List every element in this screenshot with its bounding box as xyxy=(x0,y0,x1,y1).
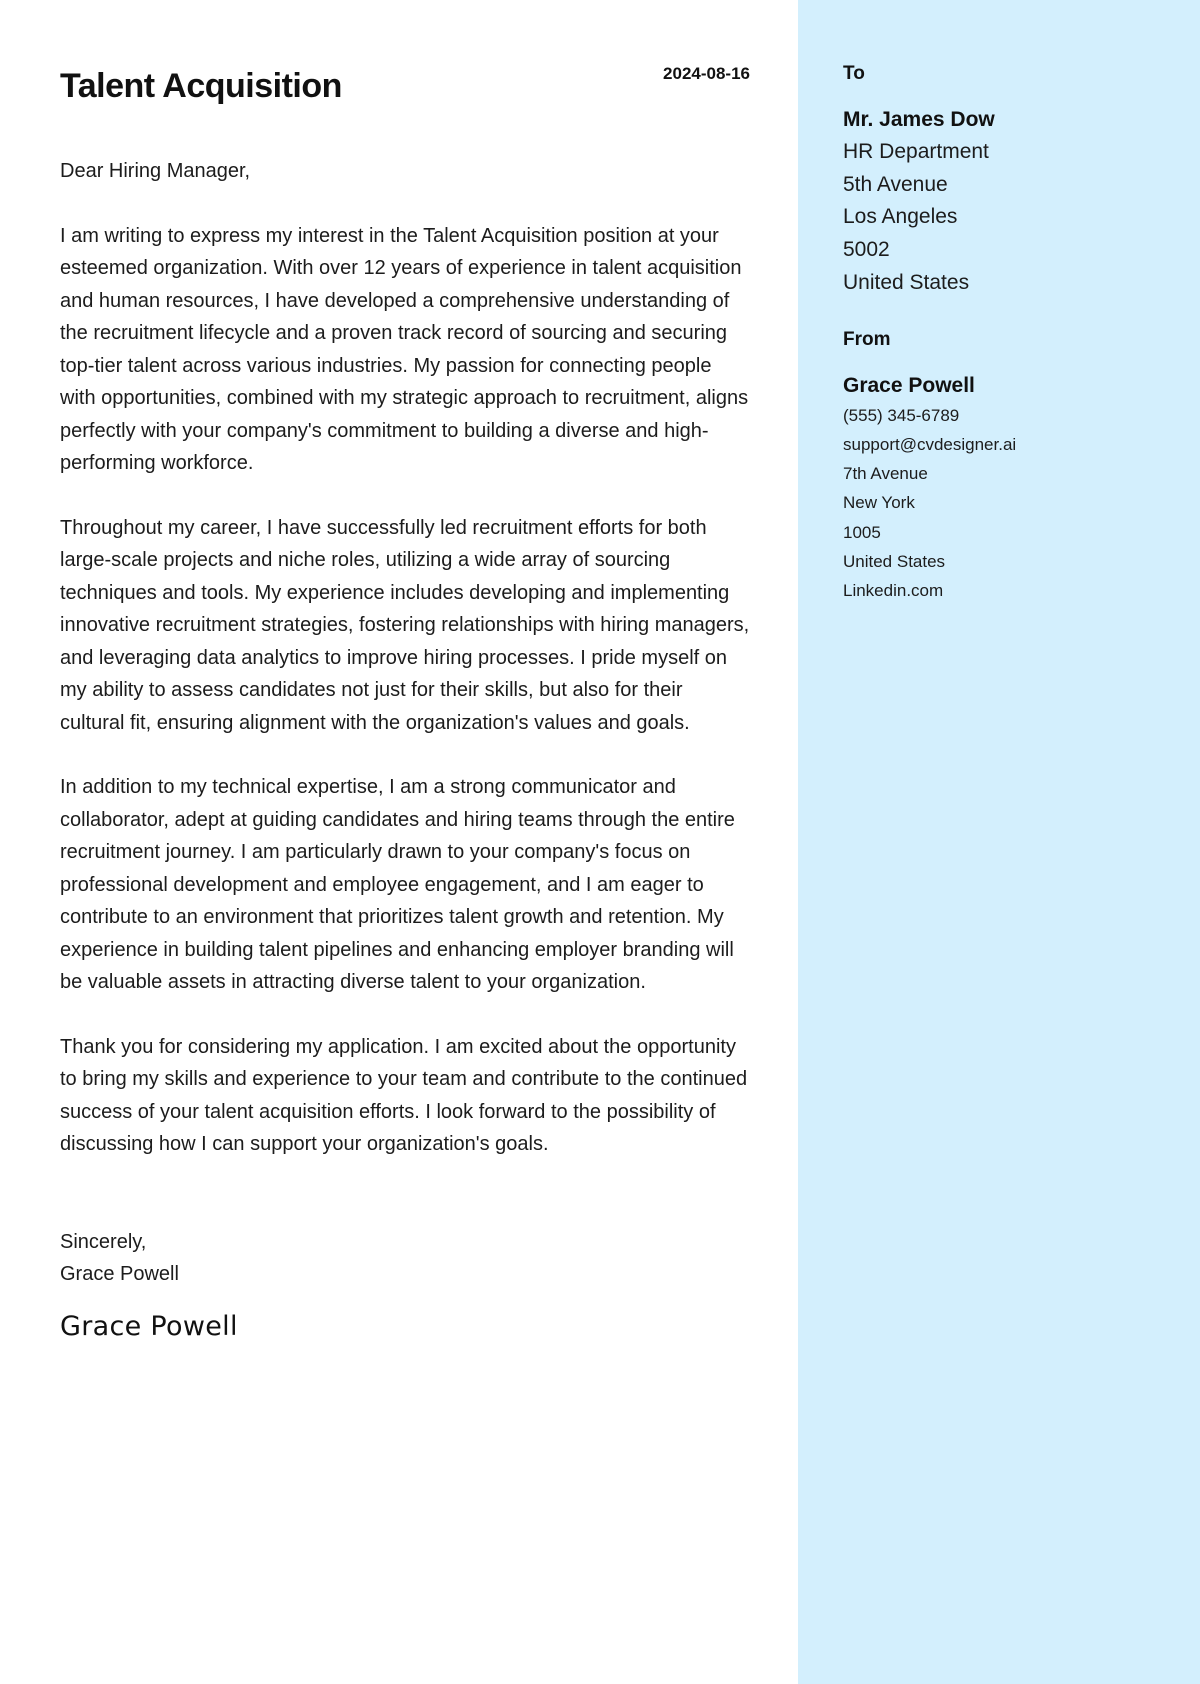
recipient-postal-code: 5002 xyxy=(843,238,890,262)
paragraph-1: I am writing to express my interest in the Talent Acquisition position at your esteemed organization. With over 12 years of experience in talent acquisition and human resources, I have developed a comprehensive understanding of the recruitment lifecycle and a proven track record of sourcing and securing top-tier talent across various industries. My passion for connecting people with opportunities, combined with my strategic approach to recruitment, aligns perfectly with your company's commitment to building a diverse and high-performing workforce. xyxy=(60,224,749,474)
sender-street: 7th Avenue xyxy=(843,464,928,484)
recipient-country: United States xyxy=(843,270,970,294)
sender-phone: (555) 345-6789 xyxy=(843,405,960,425)
recipient-city: Los Angeles xyxy=(843,205,958,229)
closing-phrase: Sincerely, xyxy=(60,1230,147,1253)
recipient-block xyxy=(843,62,1180,300)
recipient-heading: To xyxy=(843,63,865,84)
sender-city: New York xyxy=(843,493,915,513)
recipient-address xyxy=(843,136,1180,300)
sender-name: Grace Powell xyxy=(843,373,975,397)
sender-postal-code: 1005 xyxy=(843,522,881,542)
letter-date: 2024-08-16 xyxy=(663,64,750,83)
closing-block xyxy=(60,1226,750,1291)
sender-website: Linkedin.com xyxy=(843,581,944,601)
contact-sidebar xyxy=(798,0,1200,1684)
letter-header xyxy=(60,0,750,150)
recipient-name: Mr. James Dow xyxy=(843,108,995,131)
recipient-street: 5th Avenue xyxy=(843,172,948,196)
signature: Grace Powell xyxy=(60,1310,238,1342)
sender-heading: From xyxy=(843,328,891,350)
sender-contact xyxy=(843,401,1180,606)
paragraph-3: In addition to my technical expertise, I am a strong communicator and collaborator, adept at guiding candidates and hiring teams through the entire recruitment journey. I am particularly drawn to your company's focus on professional development and employee engagement, and I am eager to contribute to an environment that prioritizes talent growth and retention. My experience in building talent pipelines and enhancing employer branding will be valuable assets in attracting diverse talent to your organization. xyxy=(60,776,735,993)
paragraph-4: Thank you for considering my application. I am excited about the opportunity to bring my skills and experience to your team and contribute to the continued success of your talent acquisition efforts. I look forward to the possibility of discussing how I can support your organization's goals. xyxy=(60,1035,748,1155)
sender-email: support@cvdesigner.ai xyxy=(843,434,1017,454)
sender-country: United States xyxy=(843,552,946,571)
recipient-department: HR Department xyxy=(843,140,989,163)
sender-block xyxy=(843,328,1180,606)
closing-name: Grace Powell xyxy=(60,1263,179,1285)
letter-title: Talent Acquisition xyxy=(60,67,342,105)
greeting: Dear Hiring Manager, xyxy=(60,160,251,182)
paragraph-2: Throughout my career, I have successfully led recruitment efforts for both large-scale projects and niche roles, utilizing a wide array of sourcing techniques and tools. My experience includes developing and implementing innovative recruitment strategies, fostering relationships with hiring managers, and leveraging data analytics to improve hiring processes. I pride myself on my ability to assess candidates not just for their skills, but also for their cultural fit, ensuring alignment with the organization's values and goals. xyxy=(60,516,750,734)
